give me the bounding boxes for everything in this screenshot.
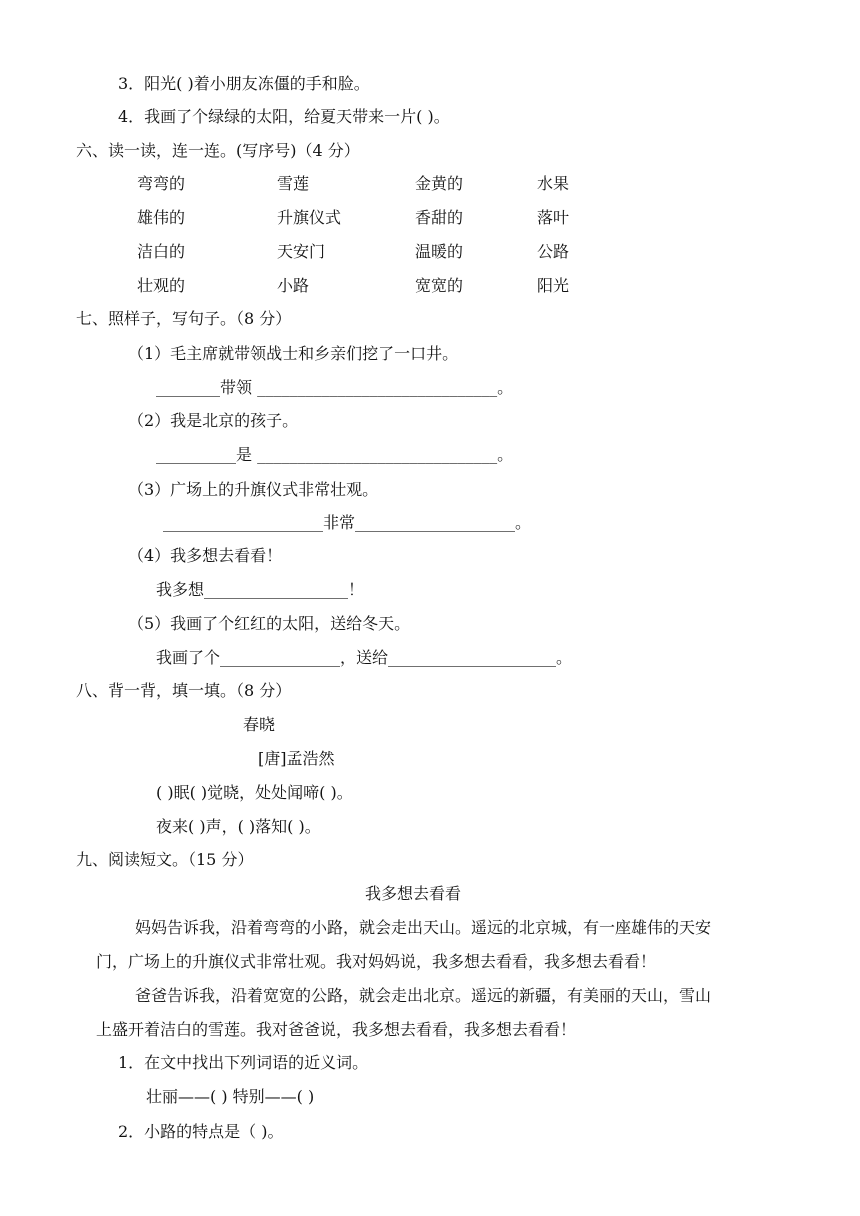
example-sentence-4: （4）我多想去看看！ bbox=[128, 546, 283, 565]
section-8-title: 八、背一背，填一填。（8 分） bbox=[76, 681, 292, 700]
fill-sentence-4: 我多想__________________！ bbox=[156, 580, 365, 599]
passage-paragraph-1b: 门，广场上的升旗仪式非常壮观。我对妈妈说，我多想去看看，我多想去看看！ bbox=[96, 952, 657, 971]
match-item: 升旗仪式 bbox=[277, 208, 342, 227]
poem-line-1: ( )眠( )觉晓，处处闻啼( )。 bbox=[156, 783, 353, 802]
match-item: 天安门 bbox=[277, 242, 326, 261]
match-item: 香甜的 bbox=[415, 208, 464, 227]
section-7-title: 七、照样子，写句子。（8 分） bbox=[76, 309, 292, 328]
example-sentence-1: （1）毛主席就带领战士和乡亲们挖了一口井。 bbox=[128, 344, 459, 363]
poem-author: [唐]孟浩然 bbox=[258, 749, 335, 768]
match-item: 弯弯的 bbox=[137, 174, 186, 193]
poem-title: 春晓 bbox=[243, 715, 276, 734]
match-item: 公路 bbox=[537, 242, 570, 261]
fill-sentence-5: 我画了个_______________，送给_____________________。 bbox=[156, 648, 573, 667]
poem-line-2: 夜来( )声，( )落知( )。 bbox=[156, 817, 321, 836]
fill-sentence-2: __________是 ______________________________。 bbox=[156, 445, 514, 464]
match-item: 雪莲 bbox=[277, 174, 310, 193]
match-item: 小路 bbox=[277, 276, 310, 295]
match-item: 阳光 bbox=[537, 276, 570, 295]
question-9-1: 1．在文中找出下列词语的近义词。 bbox=[118, 1053, 369, 1072]
passage-title: 我多想去看看 bbox=[365, 884, 462, 903]
match-item: 洁白的 bbox=[137, 242, 186, 261]
match-item: 温暖的 bbox=[415, 242, 464, 261]
section-9-title: 九、阅读短文。（15 分） bbox=[76, 850, 254, 869]
match-item: 金黄的 bbox=[415, 174, 464, 193]
match-item: 壮观的 bbox=[137, 276, 186, 295]
question-5-4: 4．我画了个绿绿的太阳，给夏天带来一片( )。 bbox=[118, 107, 450, 126]
example-sentence-3: （3）广场上的升旗仪式非常壮观。 bbox=[128, 480, 379, 499]
match-col-2 bbox=[277, 173, 341, 309]
match-item: 雄伟的 bbox=[137, 208, 186, 227]
passage-paragraph-2b: 上盛开着洁白的雪莲。我对爸爸说，我多想去看看，我多想去看看！ bbox=[96, 1020, 577, 1039]
question-5-3: 3．阳光( )着小朋友冻僵的手和脸。 bbox=[118, 74, 370, 93]
question-9-1-fill: 壮丽——( ) 特别——( ) bbox=[146, 1087, 315, 1106]
fill-sentence-1: ________带领 ______________________________。 bbox=[156, 378, 514, 397]
fill-sentence-3: ____________________非常____________________。 bbox=[163, 513, 532, 532]
match-item: 宽宽的 bbox=[415, 276, 464, 295]
example-sentence-2: （2）我是北京的孩子。 bbox=[128, 411, 299, 430]
match-item: 落叶 bbox=[537, 208, 570, 227]
example-sentence-5: （5）我画了个红红的太阳，送给冬天。 bbox=[128, 614, 411, 633]
match-col-4 bbox=[537, 173, 569, 309]
match-col-1 bbox=[137, 173, 185, 309]
section-6-title: 六、读一读，连一连。(写序号)（4 分） bbox=[76, 141, 360, 160]
passage-paragraph-1a: 妈妈告诉我，沿着弯弯的小路，就会走出天山。遥远的北京城，有一座雄伟的天安 bbox=[135, 918, 712, 937]
match-col-3 bbox=[415, 173, 463, 309]
question-9-2: 2．小路的特点是（ )。 bbox=[118, 1122, 284, 1141]
passage-paragraph-2a: 爸爸告诉我，沿着宽宽的公路，就会走出北京。遥远的新疆，有美丽的天山，雪山 bbox=[135, 986, 712, 1005]
match-item: 水果 bbox=[537, 174, 570, 193]
